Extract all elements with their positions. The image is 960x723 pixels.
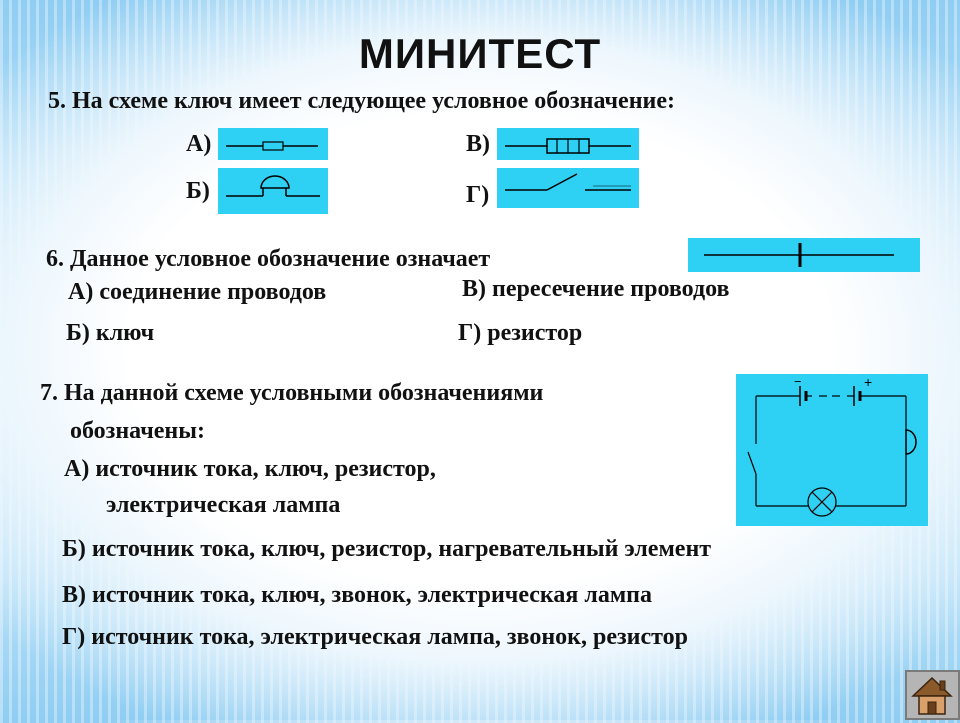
heating-element-symbol-icon [497, 128, 639, 160]
question-7-line2: обозначены: [70, 418, 205, 444]
q6-option-b[interactable]: Б) ключ [66, 320, 155, 346]
crossing-wires-symbol-icon [688, 238, 920, 272]
q5-option-b-label: Б) [186, 178, 210, 204]
q6-symbol [688, 238, 920, 272]
q7-circuit-diagram [736, 374, 928, 526]
plus-sign: + [864, 374, 873, 390]
q5-option-a-label: А) [186, 131, 212, 157]
home-icon [907, 672, 958, 718]
q5-option-v-label: В) [466, 131, 490, 157]
question-6: 6. Данное условное обозначение означает [46, 246, 491, 272]
q7-option-v[interactable]: В) источник тока, ключ, звонок, электрическая лампа [62, 582, 653, 608]
q6-option-g[interactable]: Г) резистор [458, 320, 583, 346]
circuit-diagram-icon [736, 374, 928, 526]
q5-option-g-label: Г) [466, 182, 490, 208]
q7-option-b[interactable]: Б) источник тока, ключ, резистор, нагревательный элемент [62, 536, 712, 562]
bell-symbol-icon [218, 168, 328, 214]
q7-option-a-line1[interactable]: А) источник тока, ключ, резистор, [64, 456, 436, 482]
home-button[interactable] [905, 670, 960, 720]
minus-sign: − [794, 374, 802, 389]
page-title: МИНИТЕСТ [358, 30, 602, 77]
q5-option-v-symbol[interactable] [497, 128, 639, 160]
resistor-symbol-icon [218, 128, 328, 160]
q5-option-g-symbol[interactable] [497, 168, 639, 208]
q5-option-b-symbol[interactable] [218, 168, 328, 214]
question-7-line1: 7. На данной схеме условными обозначениями [40, 380, 544, 406]
q6-option-a[interactable]: А) соединение проводов [68, 279, 327, 305]
q5-option-a-symbol[interactable] [218, 128, 328, 160]
question-5: 5. На схеме ключ имеет следующее условное обозначение: [48, 88, 675, 114]
q6-option-v[interactable]: В) пересечение проводов [462, 276, 730, 302]
q7-option-a-line2[interactable]: электрическая лампа [106, 492, 341, 518]
switch-symbol-icon [497, 168, 639, 208]
q7-option-g[interactable]: Г) источник тока, электрическая лампа, звонок, резистор [62, 624, 688, 650]
